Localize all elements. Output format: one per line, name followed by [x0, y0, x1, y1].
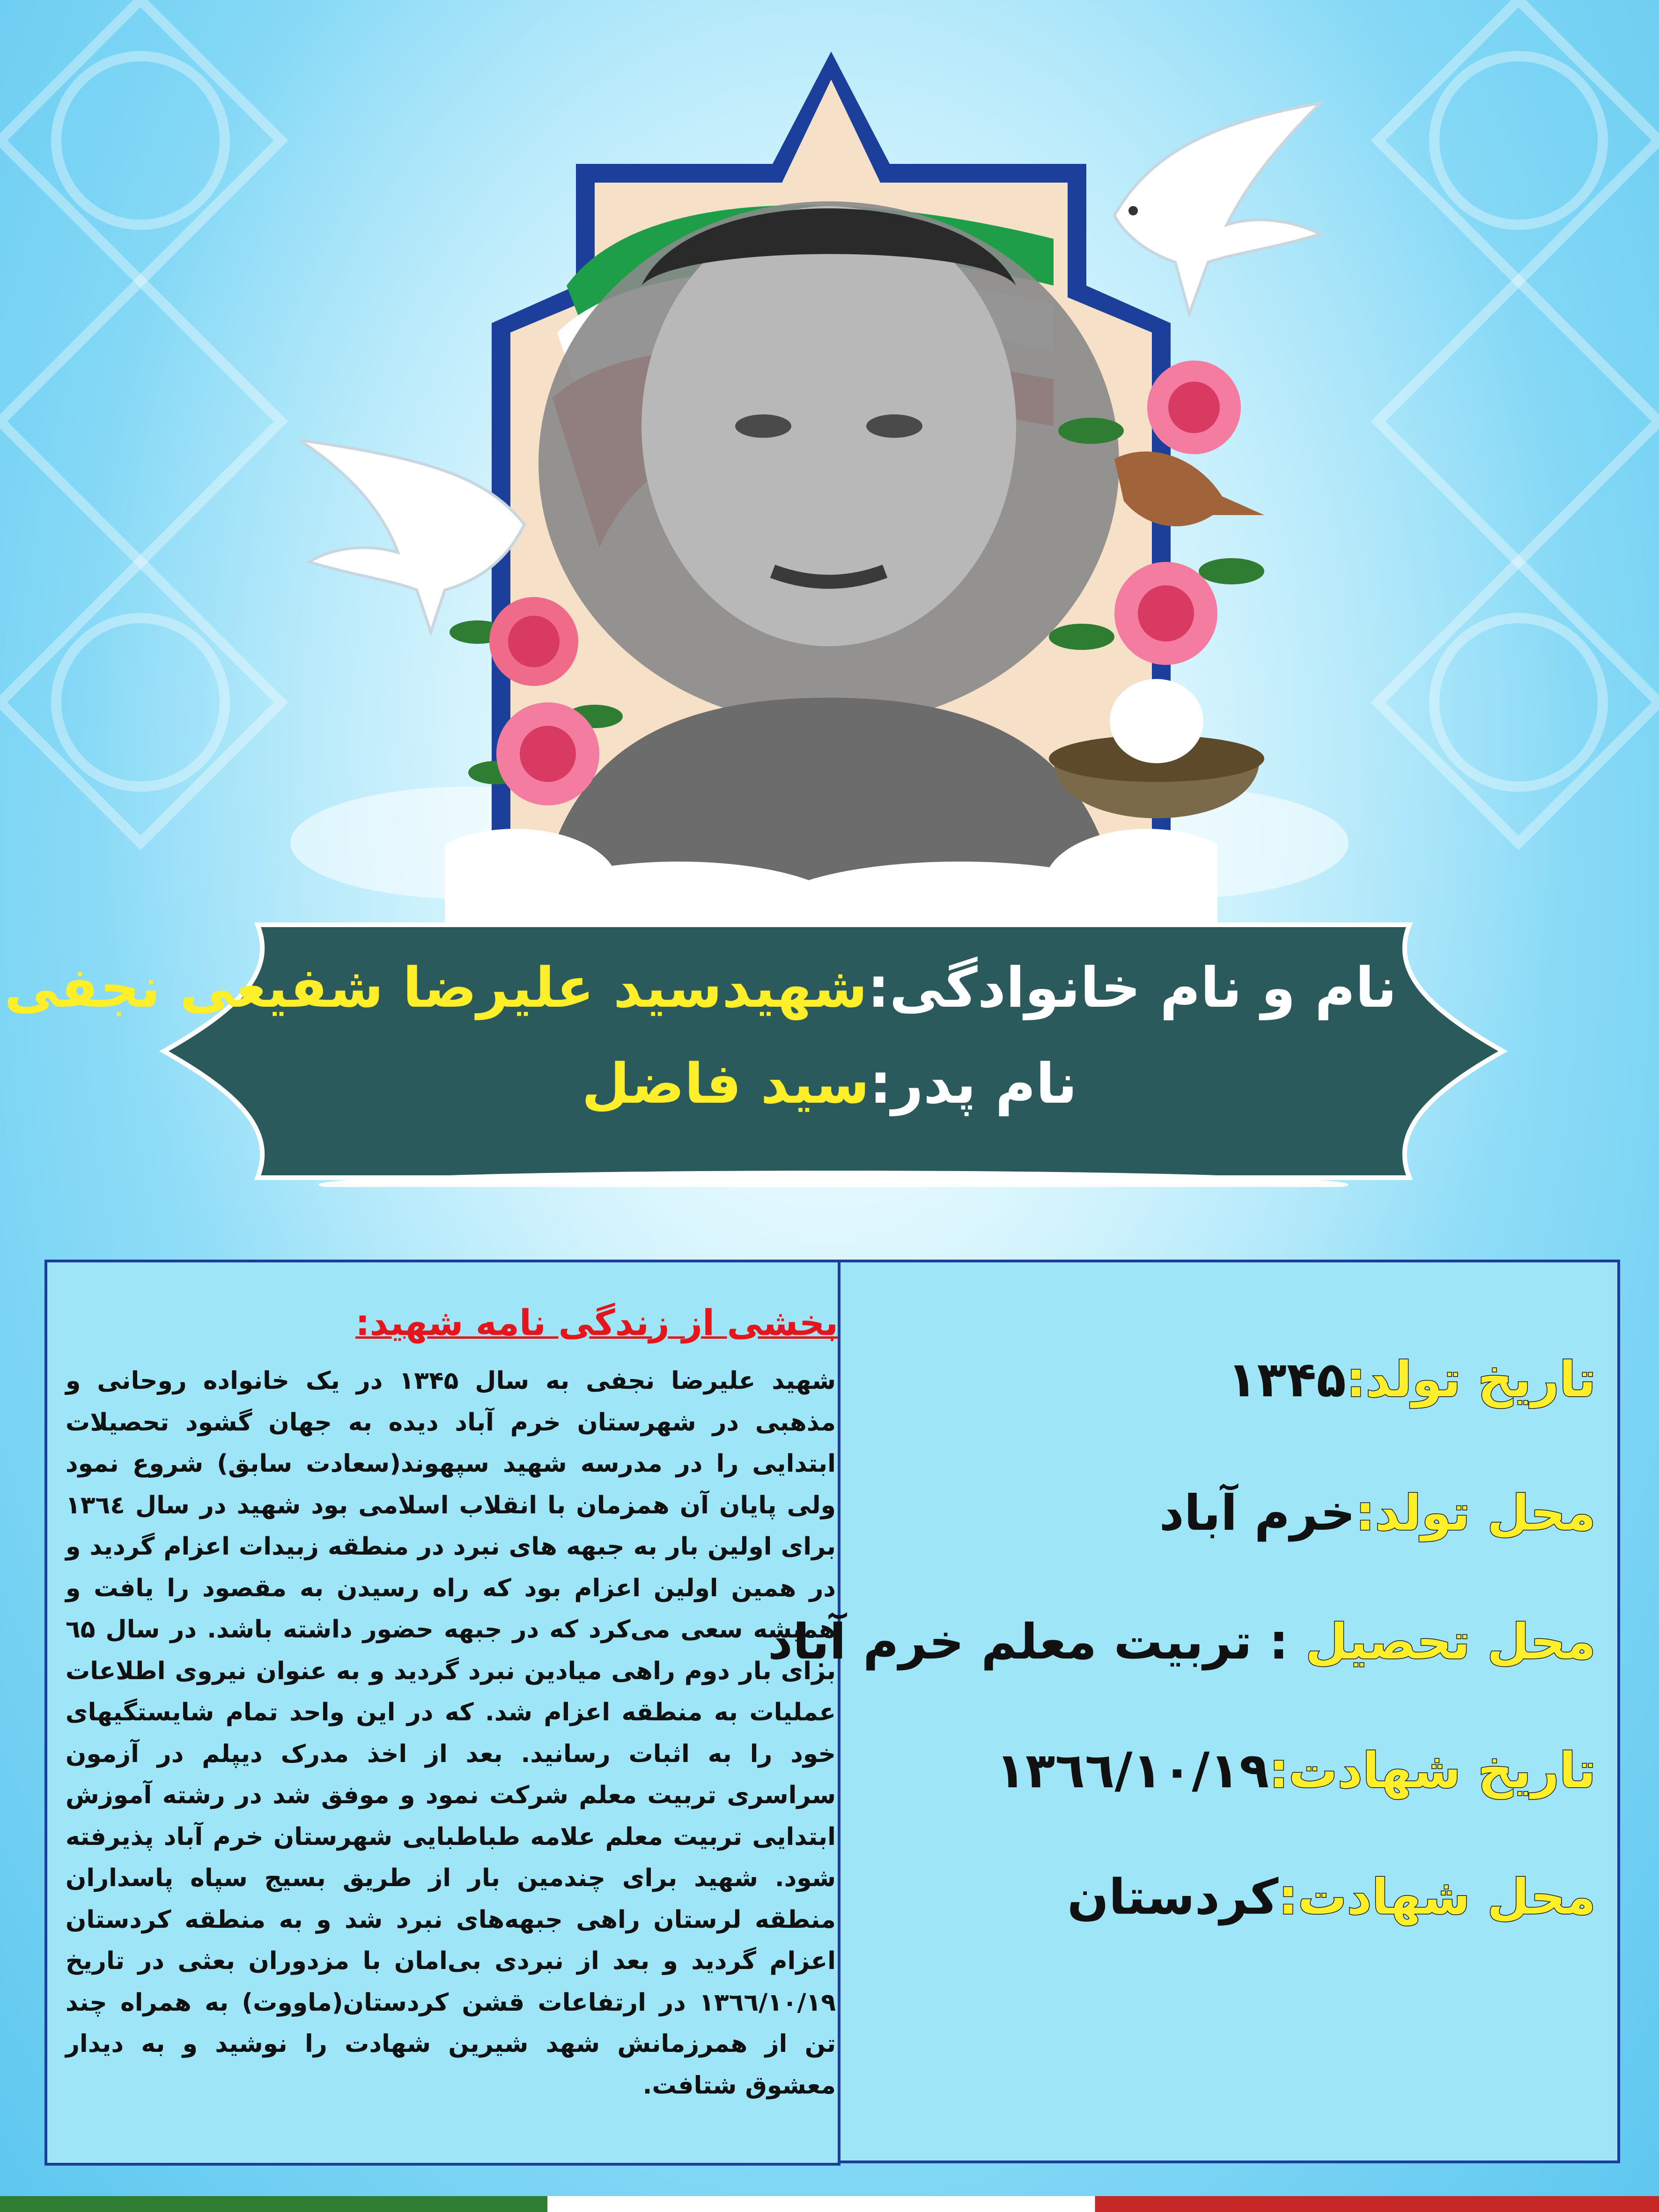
martyrdom-place-value: کردستان — [1067, 1868, 1279, 1925]
dove-icon — [1077, 94, 1339, 318]
helmet-nest-icon — [1049, 679, 1264, 818]
father-label: نام پدر: — [869, 1051, 1077, 1116]
birth-date-value: ۱۳۴۵ — [1227, 1351, 1346, 1408]
birth-place-value: خرم آباد — [1159, 1484, 1356, 1541]
biography-text: شهید علیرضا نجفی به سال ۱۳۴۵ در یک خانواده روحانی و مذهبی در شهرستان خرم آباد دیده به جهان گشود تحصیلات ابتدایی را در مدرسه شهید سپهوند(سعادت سابق) شروع نمود ولی پایان آن همزمان با انقلاب اسلامی بود شهید در سال ۱۳٦٤ برای اولین بار به جبهه های نبرد در منطقه زبیدات اعزام گردید و در همین اولین اعزام بود که راه رسیدن به مقصود را یافت و همیشه سعی می‌کرد که در جبهه حضور داشته باشد. در سال ٦۵ برای بار دوم راهی میادین نبرد گردید و به عنوان نیروی اطلاعات عملیات به منطقه اعزام شد. که در این واحد تمام شایستگیهای خود را به اثبات رسانید. بعد از اخذ مدرک دیپلم در آزمون سراسری تربیت معلم شرکت نمود و موفق شد در رشته آموزش ابتدایی تربیت معلم علامه طباطبایی شهرستان خرم آباد پذیرفته شود. شهید برای چندمین بار از طریق بسیج سپاه پاسداران منطقه لرستان راهی جبهه‌های نبرد شد و به منطقه کردستان اعزام گردید و بعد از نبردی بی‌امان با مزدوران بعثی در تاریخ ۱۳٦٦/۱۰/۱۹ در ارتفاعات قشن کردستان(ماووت) به همراه چند تن از همرزمانش شهد شیرین شهادت را نوشید و به دیدار معشوق شتافت. — [66, 1367, 836, 2100]
father-value: سید فاضل — [582, 1051, 870, 1116]
flag-stripe — [0, 2196, 1659, 2212]
birth-place-row — [1159, 1484, 1596, 1541]
rose-flowers-left — [440, 576, 637, 819]
name-label: نام و نام خانوادگی: — [867, 955, 1397, 1020]
martyrdom-date-row — [996, 1742, 1596, 1799]
bird-icon — [1114, 451, 1264, 526]
martyrdom-date-value: ۱۳٦٦/۱۰/۱۹ — [995, 1742, 1269, 1799]
name-line — [4, 955, 1397, 1020]
name-value: شهیدسید علیرضا شفیعی نجفی — [4, 955, 868, 1020]
biography-title: بخشی از زندگی نامه شهید: — [355, 1302, 838, 1343]
education-value: : تربیت معلم خرم آباد — [767, 1613, 1305, 1670]
birth-place-label: محل تولد: — [1355, 1484, 1596, 1541]
rose-flowers-right — [1044, 337, 1288, 852]
education-label: محل تحصیل — [1305, 1613, 1596, 1670]
martyrdom-date-label: تاریخ شهادت: — [1269, 1742, 1596, 1799]
martyrdom-place-label: محل شهادت: — [1278, 1868, 1596, 1925]
education-row — [768, 1613, 1596, 1670]
birth-date-label: تاریخ تولد: — [1346, 1351, 1596, 1408]
birth-date-row — [1227, 1351, 1596, 1408]
father-line — [553, 1051, 1106, 1116]
martyrdom-place-row — [1067, 1868, 1596, 1925]
